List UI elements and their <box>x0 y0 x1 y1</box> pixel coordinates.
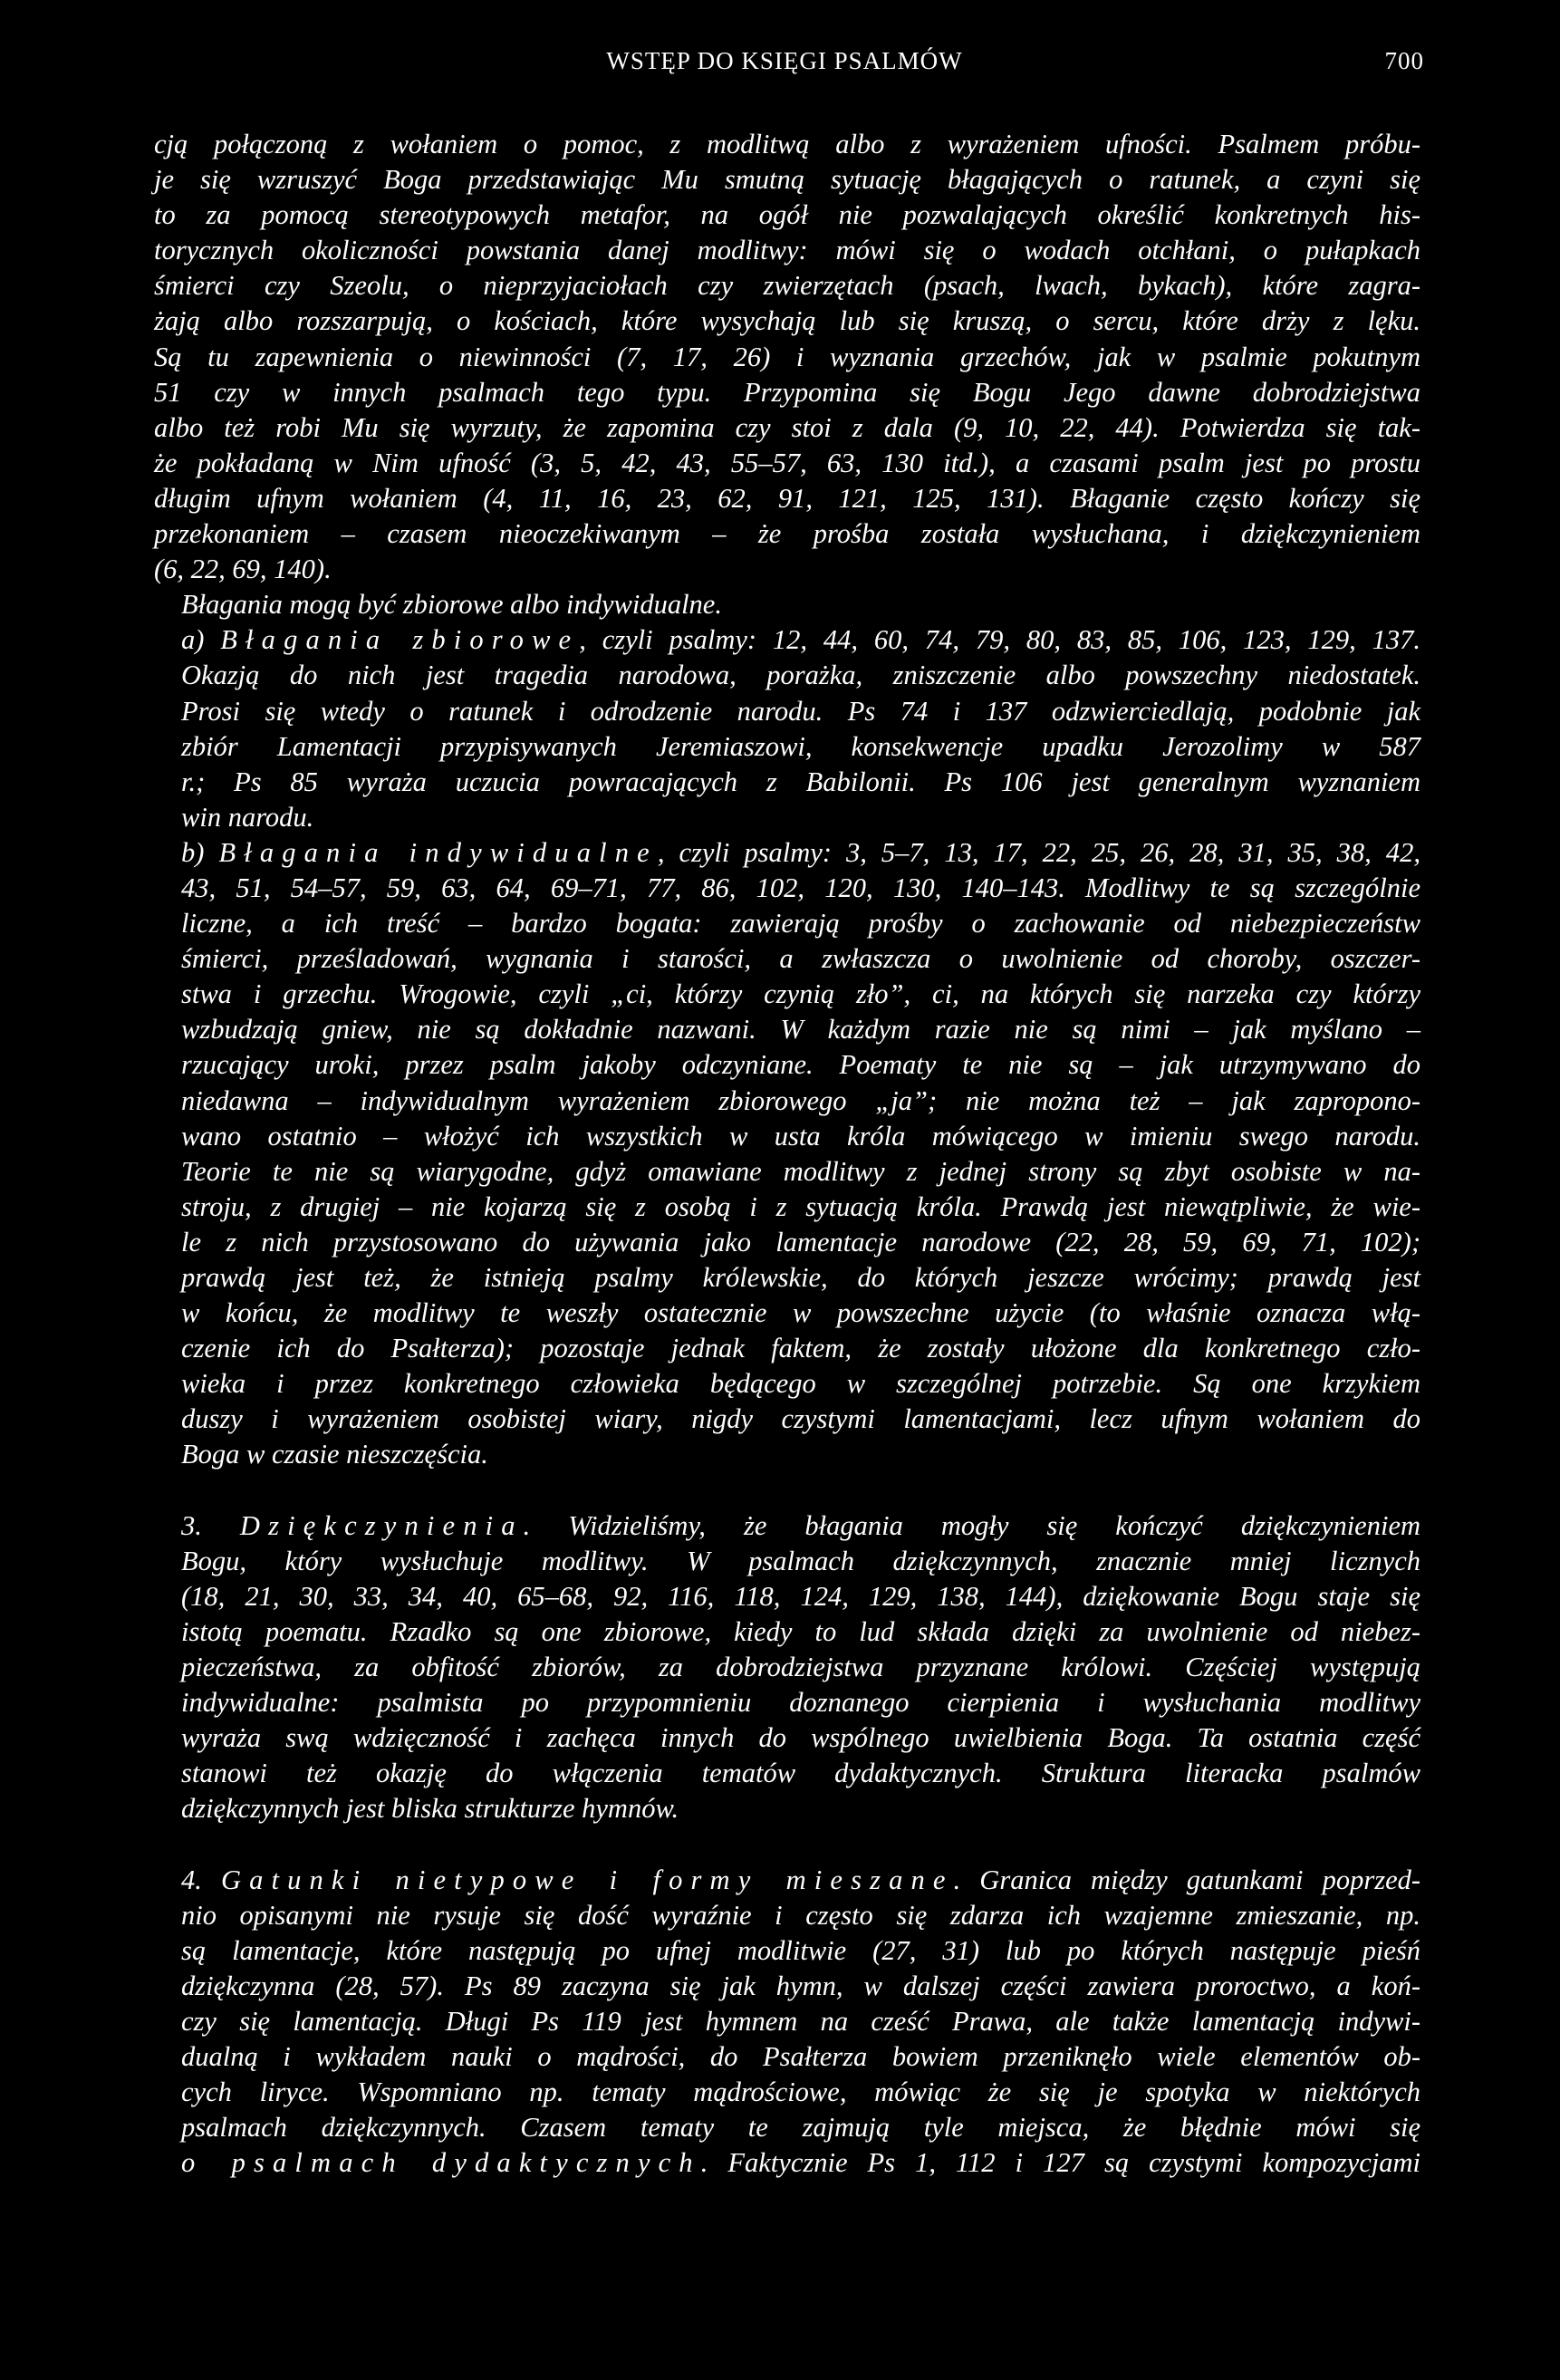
spaced-term: Błagania indywidualne <box>218 836 658 868</box>
text-line <box>154 1579 1420 1614</box>
line-text: (18, 21, 30, 33, 34, 40, 65–68, 92, 116, 118, 124, 129, 138, 144), dziękowanie Bogu staje się <box>181 1580 1420 1612</box>
line-text: nio opisanymi nie rysuje się dość wyraźnie i często się zdarza ich wzajemne zmieszanie, np. <box>181 1899 1420 1931</box>
line-text: stanowi też okazję do włączenia tematów dydaktycznych. Struktura literacka psalmów <box>181 1758 1420 1789</box>
line-text: Bogu, który wysłuchuje modlitwy. W psalmach dziękczynnych, znacznie mniej licznych <box>181 1545 1420 1576</box>
line-text: śmierci, prześladowań, wygnania i starości, a zwłaszcza o uwolnienie od choroby, oszczer- <box>181 943 1420 975</box>
text-line <box>154 198 1420 233</box>
text-line <box>154 268 1420 304</box>
text-line <box>154 410 1420 446</box>
text-line <box>154 233 1420 268</box>
text-line <box>154 1685 1420 1720</box>
line-text: przekonaniem – czasem nieoczekiwanym – że prośba została wysłuchana, i dziękczynieniem <box>154 518 1420 550</box>
line-text: , czyli psalmy: 12, 44, 60, 74, 79, 80, 83, 85, 106, 123, 129, 137. <box>579 624 1420 656</box>
line-text: wano ostatnio – włożyć ich wszystkich w usta króla mówiącego w imieniu swego narodu. <box>181 1120 1420 1151</box>
text-line <box>154 2110 1420 2145</box>
text-line <box>154 2075 1420 2110</box>
text-line <box>154 446 1420 481</box>
text-line <box>154 587 1420 622</box>
line-text: Teorie te nie są wiarygodne, gdyż omawiane modlitwy z jednej strony są zbyt osobiste w na- <box>181 1155 1420 1187</box>
body-text <box>154 127 1420 2181</box>
line-text: je się wzruszyć Boga przedstawiając Mu smutną sytuację błagających o ratunek, a czyni się <box>154 164 1420 196</box>
text-line <box>154 1260 1420 1296</box>
text-line <box>154 658 1420 693</box>
line-text: duszy i wyrażeniem osobistej wiary, nigdy czystymi lamentacjami, lecz ufnym wołaniem do <box>181 1403 1420 1435</box>
text-line <box>154 1720 1420 1756</box>
line-text: śmierci czy Szeolu, o nieprzyjaciołach czy zwierzętach (psach, lwach, bykach), które zagra- <box>154 270 1420 302</box>
text-line <box>154 2039 1420 2075</box>
line-text: że pokładaną w Nim ufność (3, 5, 42, 43, 55–57, 63, 130 itd.), a czasami psalm jest po prostu <box>154 447 1420 478</box>
list-marker: 4. <box>181 1864 221 1895</box>
text-line <box>154 1614 1420 1650</box>
text-line <box>154 1366 1420 1402</box>
text-line <box>154 1402 1420 1437</box>
text-line <box>154 941 1420 977</box>
line-text: torycznych okoliczności powstania danej modlitwy: mówi się o wodach otchłani, o pułapkach <box>154 235 1420 266</box>
line-text: . Faktycznie Ps 1, 112 i 127 są czystymi kompozycjami <box>700 2147 1420 2179</box>
text-line <box>154 2145 1420 2181</box>
line-text: wyraża swą wdzięczność i zachęca innych do wspólnego uwielbienia Boga. Ta ostatnia część <box>181 1722 1420 1754</box>
text-line <box>154 1012 1420 1047</box>
line-text: dziękczynna (28, 57). Ps 89 zaczyna się jak hymn, w dalszej części zawiera proroctwo, a koń- <box>181 1970 1420 2001</box>
text-line <box>154 1791 1420 1826</box>
line-text: Są tu zapewnienia o niewinności (7, 17, 26) i wyznania grzechów, jak w psalmie pokutnym <box>154 341 1420 372</box>
text-line <box>154 1650 1420 1685</box>
line-text: psalmach dziękczynnych. Czasem tematy te zajmują tyle miejsca, że błędnie mówi się <box>181 2112 1420 2144</box>
line-text: . Granica między gatunkami poprzed- <box>953 1864 1421 1895</box>
text-line <box>154 375 1420 410</box>
spaced-term: Dziękczynienia <box>239 1509 524 1541</box>
line-text: prawdą jest też, że istnieją psalmy królewskie, do których jeszcze wrócimy; prawdą jest <box>181 1262 1420 1293</box>
line-text: są lamentacje, które następują po ufnej modlitwie (27, 31) lub po których następuje pieśń <box>181 1934 1420 1966</box>
line-text: stwa i grzechu. Wrogowie, czyli „ci, którzy czynią zło”, ci, na których się narzeka czy którzy <box>181 978 1420 1010</box>
text-line <box>154 1190 1420 1225</box>
line-text: , czyli psalmy: 3, 5–7, 13, 17, 22, 25, 26, 28, 31, 35, 38, 42, <box>657 836 1420 868</box>
list-marker: b) <box>181 836 219 868</box>
line-text: Błagania mogą być zbiorowe albo indywidualne. <box>181 589 722 621</box>
text-line <box>154 694 1420 729</box>
text-line <box>154 1508 1420 1544</box>
text-line <box>154 906 1420 941</box>
text-line <box>154 1119 1420 1154</box>
line-text: wieka i przez konkretnego człowieka będącego w szczególnej potrzebie. Są one krzykiem <box>181 1368 1420 1400</box>
line-text: zbiór Lamentacji przypisywanych Jeremiaszowi, konsekwencje upadku Jerozolimy w 587 <box>181 730 1420 762</box>
text-line <box>154 1863 1420 1898</box>
text-line <box>154 1084 1420 1119</box>
text-line <box>154 304 1420 339</box>
text-line <box>154 162 1420 198</box>
text-line <box>154 340 1420 375</box>
paragraph-gap <box>154 1473 1420 1508</box>
spaced-term: o psalmach dydaktycznych <box>181 2147 701 2179</box>
text-line <box>154 2004 1420 2039</box>
line-text: rzucający uroki, przez psalm jakoby odczyniane. Poematy te nie są – jak utrzymywano do <box>181 1049 1420 1081</box>
text-line <box>154 1756 1420 1791</box>
text-line <box>154 800 1420 835</box>
line-text: istotą poematu. Rzadko są one zbiorowe, kiedy to lud składa dzięki za uwolnienie od niebez- <box>181 1615 1420 1647</box>
list-marker: a) <box>181 624 221 656</box>
line-text: indywidualne: psalmista po przypomnieniu doznanego cierpienia i wysłuchania modlitwy <box>181 1687 1420 1719</box>
list-marker: 3. <box>181 1509 240 1541</box>
line-text: albo też robi Mu się wyrzuty, że zapomina czy stoi z dala (9, 10, 22, 44). Potwierdza się tak- <box>154 411 1420 443</box>
line-text: (6, 22, 69, 140). <box>154 554 332 585</box>
text-line <box>154 1933 1420 1969</box>
paragraph-gap <box>154 1827 1420 1863</box>
text-line <box>154 1544 1420 1579</box>
line-text: długim ufnym wołaniem (4, 11, 16, 23, 62, 91, 121, 125, 131). Błaganie często kończy się <box>154 482 1420 514</box>
line-text: liczne, a ich treść – bardzo bogata: zawierają prośby o zachowanie od niebezpieczeństw <box>181 908 1420 939</box>
spaced-term: Błagania zbiorowe <box>220 624 580 656</box>
text-line <box>154 765 1420 800</box>
line-text: niedawna – indywidualnym wyrażeniem zbiorowego „ja”; nie można też – jak zapropono- <box>181 1084 1420 1116</box>
text-line <box>154 1296 1420 1331</box>
running-head <box>145 47 1424 83</box>
line-text: Prosi się wtedy o ratunek i odrodzenie narodu. Ps 74 i 137 odzwierciedlają, podobnie jak <box>181 695 1420 727</box>
line-text: 51 czy w innych psalmach tego typu. Przypomina się Bogu Jego dawne dobrodziejstwa <box>154 376 1420 408</box>
text-line <box>154 835 1420 871</box>
line-text: czy się lamentacją. Długi Ps 119 jest hymnem na cześć Prawa, ale także lamentacją indywi- <box>181 2005 1420 2037</box>
running-title: WSTĘP DO KSIĘGI PSALMÓW <box>606 47 963 74</box>
line-text: pieczeństwa, za obfitość zbiorów, za dobrodziejstwa przyznane królowi. Częściej występują <box>181 1652 1420 1683</box>
text-line <box>154 1331 1420 1366</box>
text-line <box>154 1047 1420 1083</box>
line-text: dziękczynnych jest bliska strukturze hymnów. <box>181 1793 679 1825</box>
page-number: 700 <box>1384 47 1424 74</box>
text-line <box>154 1154 1420 1190</box>
line-text: to za pomocą stereotypowych metafor, na ogół nie pozwalających określić konkretnych his- <box>154 199 1420 231</box>
text-line <box>154 481 1420 516</box>
text-line <box>154 729 1420 765</box>
line-text: czenie ich do Psałterza); pozostaje jednak faktem, że zostały ułożone dla konkretnego czło- <box>181 1333 1420 1364</box>
line-text: Boga w czasie nieszczęścia. <box>181 1439 488 1470</box>
line-text: cją połączoną z wołaniem o pomoc, z modlitwą albo z wyrażeniem ufności. Psalmem próbu- <box>154 129 1420 159</box>
text-line <box>154 1225 1420 1260</box>
text-line <box>154 127 1420 162</box>
text-line <box>154 1898 1420 1933</box>
line-text: win narodu. <box>181 801 314 833</box>
spaced-term: Gatunki nietypowe i formy mieszane <box>220 1864 954 1895</box>
line-text: dualną i wykładem nauki o mądrości, do Psałterza bowiem przeniknęło wiele elementów ob- <box>181 2041 1420 2073</box>
line-text: cych liryce. Wspomniano np. tematy mądrościowe, mówiąc że się je spotyka w niektórych <box>181 2076 1420 2108</box>
text-line <box>154 516 1420 552</box>
text-line <box>154 1437 1420 1472</box>
line-text: r.; Ps 85 wyraża uczucia powracających z Babilonii. Ps 106 jest generalnym wyznaniem <box>181 766 1420 797</box>
line-text: żają albo rozszarpują, o kościach, które wysychają lub się kruszą, o sercu, które drży z lęku. <box>154 305 1420 337</box>
text-line <box>154 552 1420 587</box>
line-text: w końcu, że modlitwy te weszły ostatecznie w powszechne użycie (to właśnie oznacza włą- <box>181 1297 1420 1329</box>
line-text: le z nich przystosowano do używania jako lamentacje narodowe (22, 28, 59, 69, 71, 102); <box>181 1226 1420 1257</box>
text-line <box>154 1969 1420 2004</box>
line-text: . Widzieliśmy, że błagania mogły się kończyć dziękczynieniem <box>523 1509 1421 1541</box>
line-text: Okazją do nich jest tragedia narodowa, porażka, zniszczenie albo powszechny niedostatek. <box>181 660 1420 691</box>
line-text: 43, 51, 54–57, 59, 63, 64, 69–71, 77, 86, 102, 120, 130, 140–143. Modlitwy te są szczególnie <box>181 872 1420 903</box>
text-line <box>154 622 1420 658</box>
line-text: stroju, z drugiej – nie kojarzą się z osobą i z sytuacją króla. Prawdą jest niewątpliwie, że wie- <box>181 1190 1420 1222</box>
line-text: wzbudzają gniew, nie są dokładnie nazwani. W każdym razie nie są nimi – jak myślano – <box>181 1014 1420 1045</box>
text-line <box>154 977 1420 1012</box>
text-line <box>154 871 1420 906</box>
